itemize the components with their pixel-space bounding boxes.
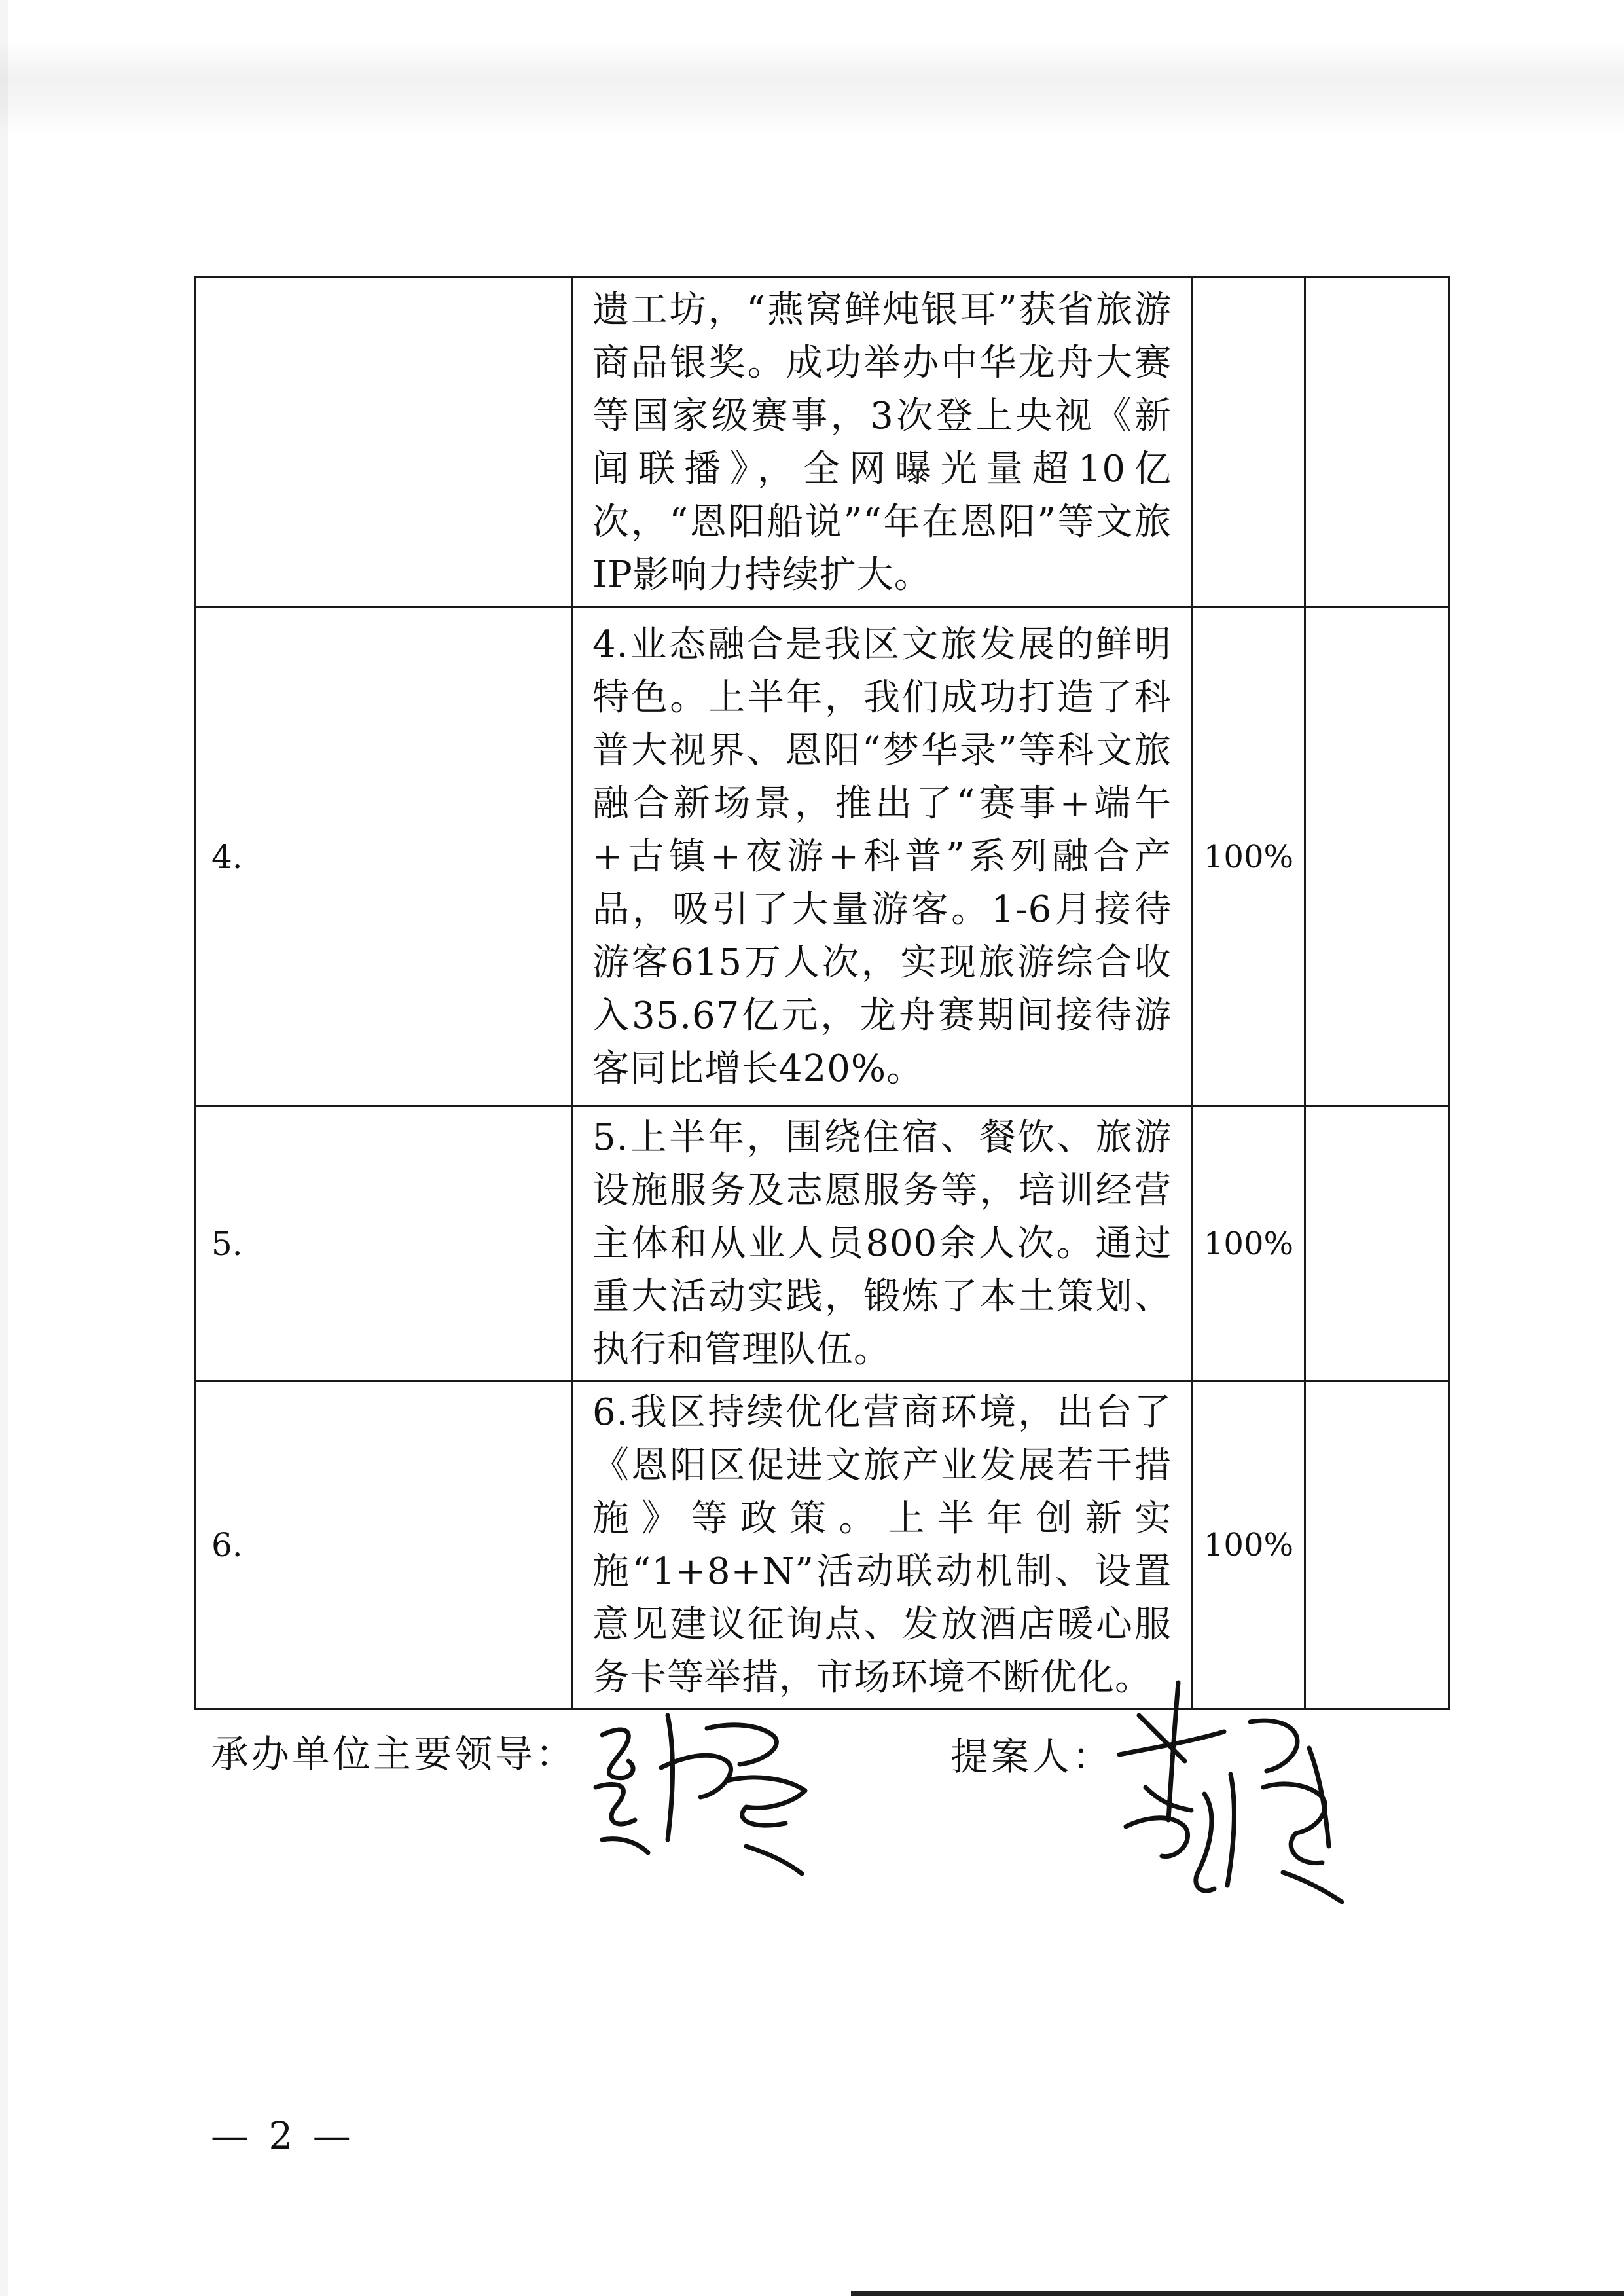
row-empty-cell: [1305, 1381, 1449, 1709]
table-row: [195, 1381, 1449, 1709]
row-percent-cell: 100%: [1193, 1106, 1305, 1381]
proposer-signature-label: 提案人：: [950, 1734, 1113, 1779]
scan-bottom-edge: [851, 2291, 1624, 2296]
row-content-cell: 4.业态融合是我区文旅发展的鲜明特色。上半年，我们成功打造了科普大视界、恩阳“梦华录”等科文旅融合新场景，推出了“赛事+端午+古镇+夜游+科普”系列融合产品，吸引了大量游客。1-6月接待游客615万人次，实现旅游综合收入35.67亿元，龙舟赛期间接待游客同比增长420%。: [572, 608, 1193, 1106]
leader-signature-label: 承办单位主要领导：: [211, 1732, 577, 1776]
scan-bleed-through: [0, 39, 1624, 137]
proposer-signature-icon: [1100, 1676, 1362, 1912]
row-number-cell: 4.: [195, 608, 572, 1106]
scan-edge: [0, 0, 8, 2296]
table-row: [195, 608, 1449, 1106]
row-content-cell: 5.上半年，围绕住宿、餐饮、旅游设施服务及志愿服务等，培训经营主体和从业人员800余人次。通过重大活动实践，锻炼了本土策划、执行和管理队伍。: [572, 1106, 1193, 1381]
leader-signature-icon: [576, 1689, 825, 1886]
row-percent-cell: 100%: [1193, 608, 1305, 1106]
table-row: [195, 278, 1449, 608]
row-content-cell: 遗工坊，“燕窝鲜炖银耳”获省旅游商品银奖。成功举办中华龙舟大赛等国家级赛事，3次登上央视《新闻联播》，全网曝光量超10亿次，“恩阳船说”“年在恩阳”等文旅IP影响力持续扩大。: [572, 278, 1193, 608]
row-percent-cell: 100%: [1193, 1381, 1305, 1709]
row-empty-cell: [1305, 1106, 1449, 1381]
row-number-cell: [195, 278, 572, 608]
page-number: — 2 —: [211, 2113, 355, 2158]
table-row: [195, 1106, 1449, 1381]
row-percent-cell: [1193, 278, 1305, 608]
row-empty-cell: [1305, 278, 1449, 608]
row-empty-cell: [1305, 608, 1449, 1106]
row-number-cell: 6.: [195, 1381, 572, 1709]
response-table: [194, 276, 1450, 1710]
row-content-cell: 6.我区持续优化营商环境，出台了《恩阳区促进文旅产业发展若干措施》等政策。上半年创新实施“1+8+N”活动联动机制、设置意见建议征询点、发放酒店暖心服务卡等举措，市场环境不断优化。: [572, 1381, 1193, 1709]
row-number-cell: 5.: [195, 1106, 572, 1381]
